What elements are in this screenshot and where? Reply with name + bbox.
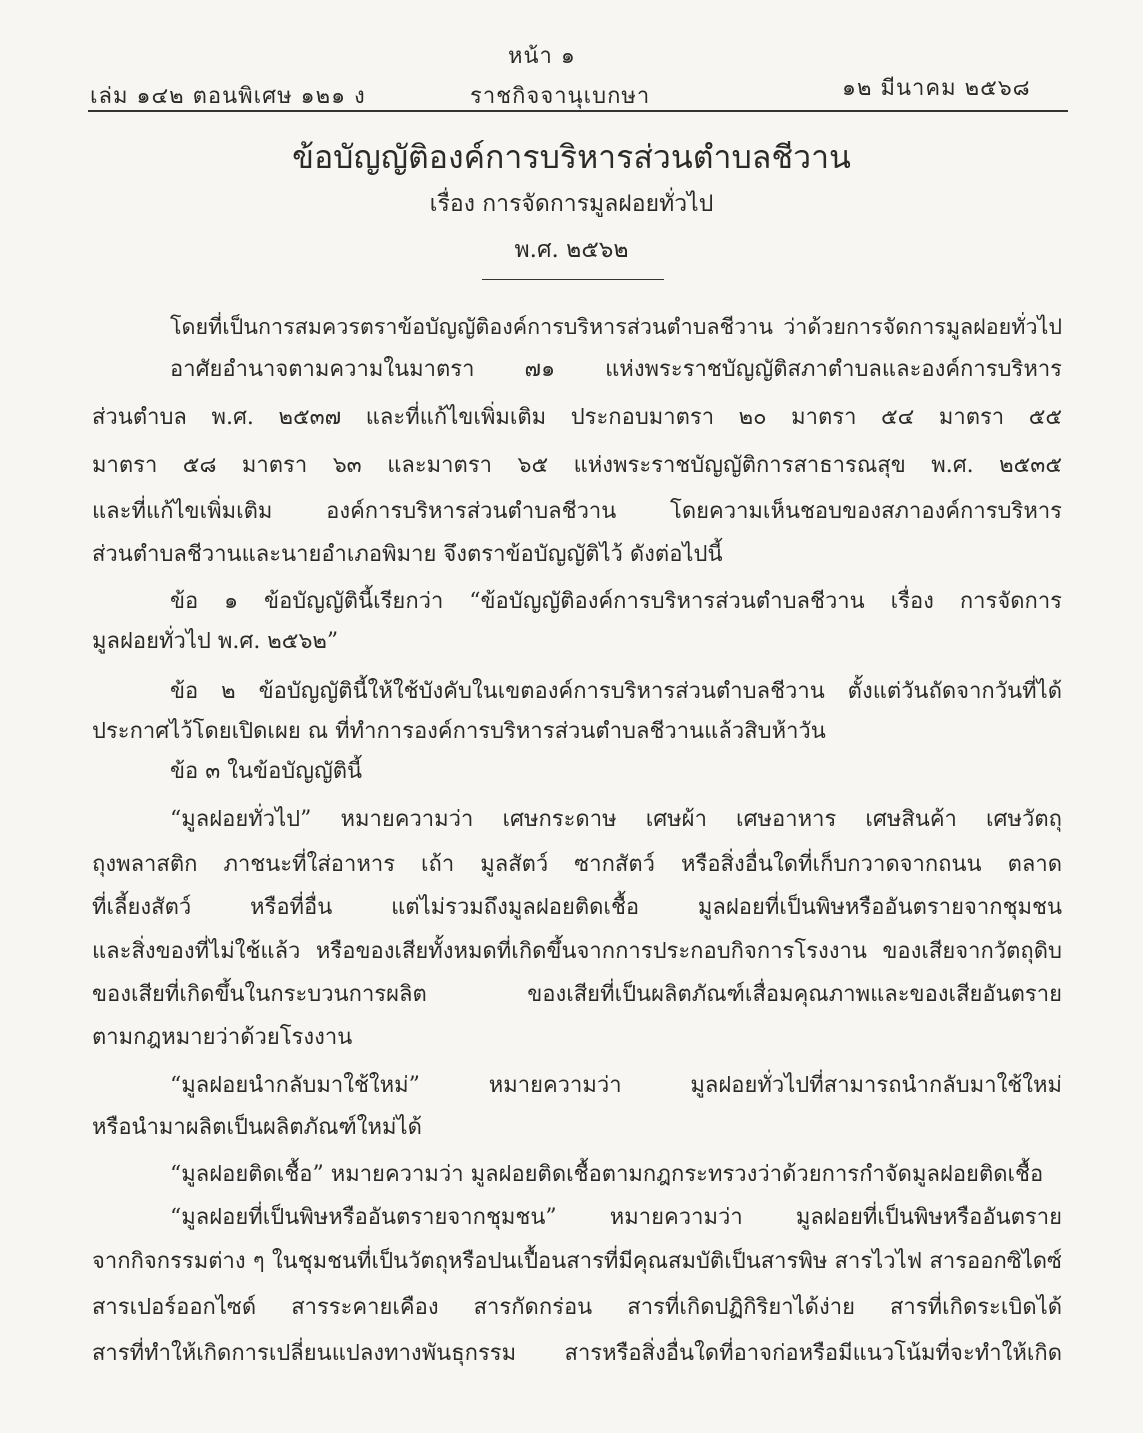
body-line: สารที่ทำให้เกิดการเปลี่ยนแปลงทางพันธุกรรม สารหรือสิ่งอื่นใดที่อาจก่อหรือมีแนวโน้มที่จะทำให้เกิด xyxy=(92,1341,1062,1366)
title-rule xyxy=(482,279,664,280)
body-line: จากกิจกรรมต่าง ๆ ในชุมชนที่เป็นวัตถุหรือปนเปื้อนสารที่มีคุณสมบัติเป็นสารพิษ สารไวไฟ สารออกซิไดซ์ xyxy=(92,1249,1062,1274)
body-line: ตามกฎหมายว่าด้วยโรงงาน xyxy=(92,1025,353,1050)
body-line: ประกาศไว้โดยเปิดเผย ณ ที่ทำการองค์การบริหารส่วนตำบลชีวานแล้วสิบห้าวัน xyxy=(92,719,826,744)
body-line: “มูลฝอยที่เป็นพิษหรืออันตรายจากชุมชน” หมายความว่า มูลฝอยที่เป็นพิษหรืออันตราย xyxy=(170,1205,1062,1230)
header-rule xyxy=(88,110,1068,112)
body-line: โดยที่เป็นการสมควรตราข้อบัญญัติองค์การบริหารส่วนตำบลชีวาน ว่าด้วยการจัดการมูลฝอยทั่วไป xyxy=(170,315,1062,340)
body-line: หรือนำมาผลิตเป็นผลิตภัณฑ์ใหม่ได้ xyxy=(92,1115,422,1140)
document-year: พ.ศ. ๒๕๖๒ xyxy=(514,237,629,263)
document-subject: เรื่อง การจัดการมูลฝอยทั่วไป xyxy=(429,191,714,217)
page-number: หน้า ๑ xyxy=(508,44,576,69)
body-line: ถุงพลาสติก ภาชนะที่ใส่อาหาร เถ้า มูลสัตว์ ซากสัตว์ หรือสิ่งอื่นใดที่เก็บกวาดจากถนน ตลาด xyxy=(92,852,1062,877)
body-line: ของเสียที่เกิดขึ้นในกระบวนการผลิต ของเสียที่เป็นผลิตภัณฑ์เสื่อมคุณภาพและของเสียอันตราย xyxy=(92,982,1062,1007)
body-line: “มูลฝอยนำกลับมาใช้ใหม่” หมายความว่า มูลฝอยทั่วไปที่สามารถนำกลับมาใช้ใหม่ xyxy=(170,1073,1062,1098)
issue-date: ๑๒ มีนาคม ๒๕๖๘ xyxy=(842,76,1031,101)
body-line: และสิ่งของที่ไม่ใช้แล้ว หรือของเสียทั้งหมดที่เกิดขึ้นจากการประกอบกิจการโรงงาน ของเสียจากวัตถุดิบ xyxy=(92,939,1062,964)
body-line: มูลฝอยทั่วไป พ.ศ. ๒๕๖๒” xyxy=(92,629,339,654)
body-line: ส่วนตำบล พ.ศ. ๒๕๓๗ และที่แก้ไขเพิ่มเติม ประกอบมาตรา ๒๐ มาตรา ๕๔ มาตรา ๕๕ xyxy=(92,405,1062,430)
body-line: และที่แก้ไขเพิ่มเติม องค์การบริหารส่วนตำบลชีวาน โดยความเห็นชอบของสภาองค์การบริหาร xyxy=(92,499,1062,524)
document-title: ข้อบัญญัติองค์การบริหารส่วนตำบลชีวาน xyxy=(292,138,851,176)
body-line: สารเปอร์ออกไซด์ สารระคายเคือง สารกัดกร่อน สารที่เกิดปฏิกิริยาได้ง่าย สารที่เกิดระเบิดได้ xyxy=(92,1295,1062,1320)
volume-issue: เล่ม ๑๔๒ ตอนพิเศษ ๑๒๑ ง xyxy=(90,84,366,109)
body-line: ข้อ ๒ ข้อบัญญัตินี้ให้ใช้บังคับในเขตองค์การบริหารส่วนตำบลชีวาน ตั้งแต่วันถัดจากวันที่ได้ xyxy=(170,679,1062,704)
body-line: “มูลฝอยติดเชื้อ” หมายความว่า มูลฝอยติดเชื้อตามกฎกระทรวงว่าด้วยการกำจัดมูลฝอยติดเชื้อ xyxy=(170,1162,1044,1187)
body-line: “มูลฝอยทั่วไป” หมายความว่า เศษกระดาษ เศษผ้า เศษอาหาร เศษสินค้า เศษวัตถุ xyxy=(170,807,1062,832)
body-line: มาตรา ๕๘ มาตรา ๖๓ และมาตรา ๖๕ แห่งพระราชบัญญัติการสาธารณสุข พ.ศ. ๒๕๓๕ xyxy=(92,453,1062,478)
body-line: ที่เลี้ยงสัตว์ หรือที่อื่น แต่ไม่รวมถึงมูลฝอยติดเชื้อ มูลฝอยที่เป็นพิษหรืออันตรายจากชุมชน xyxy=(92,895,1062,920)
body-line: ข้อ ๓ ในข้อบัญญัตินี้ xyxy=(170,759,363,784)
body-line: อาศัยอำนาจตามความในมาตรา ๗๑ แห่งพระราชบัญญัติสภาตำบลและองค์การบริหาร xyxy=(170,357,1062,382)
body-line: ข้อ ๑ ข้อบัญญัตินี้เรียกว่า “ข้อบัญญัติองค์การบริหารส่วนตำบลชีวาน เรื่อง การจัดการ xyxy=(170,589,1062,614)
body-line: ส่วนตำบลชีวานและนายอำเภอพิมาย จึงตราข้อบัญญัติไว้ ดังต่อไปนี้ xyxy=(92,542,723,567)
gazette-name: ราชกิจจานุเบกษา xyxy=(470,84,651,109)
